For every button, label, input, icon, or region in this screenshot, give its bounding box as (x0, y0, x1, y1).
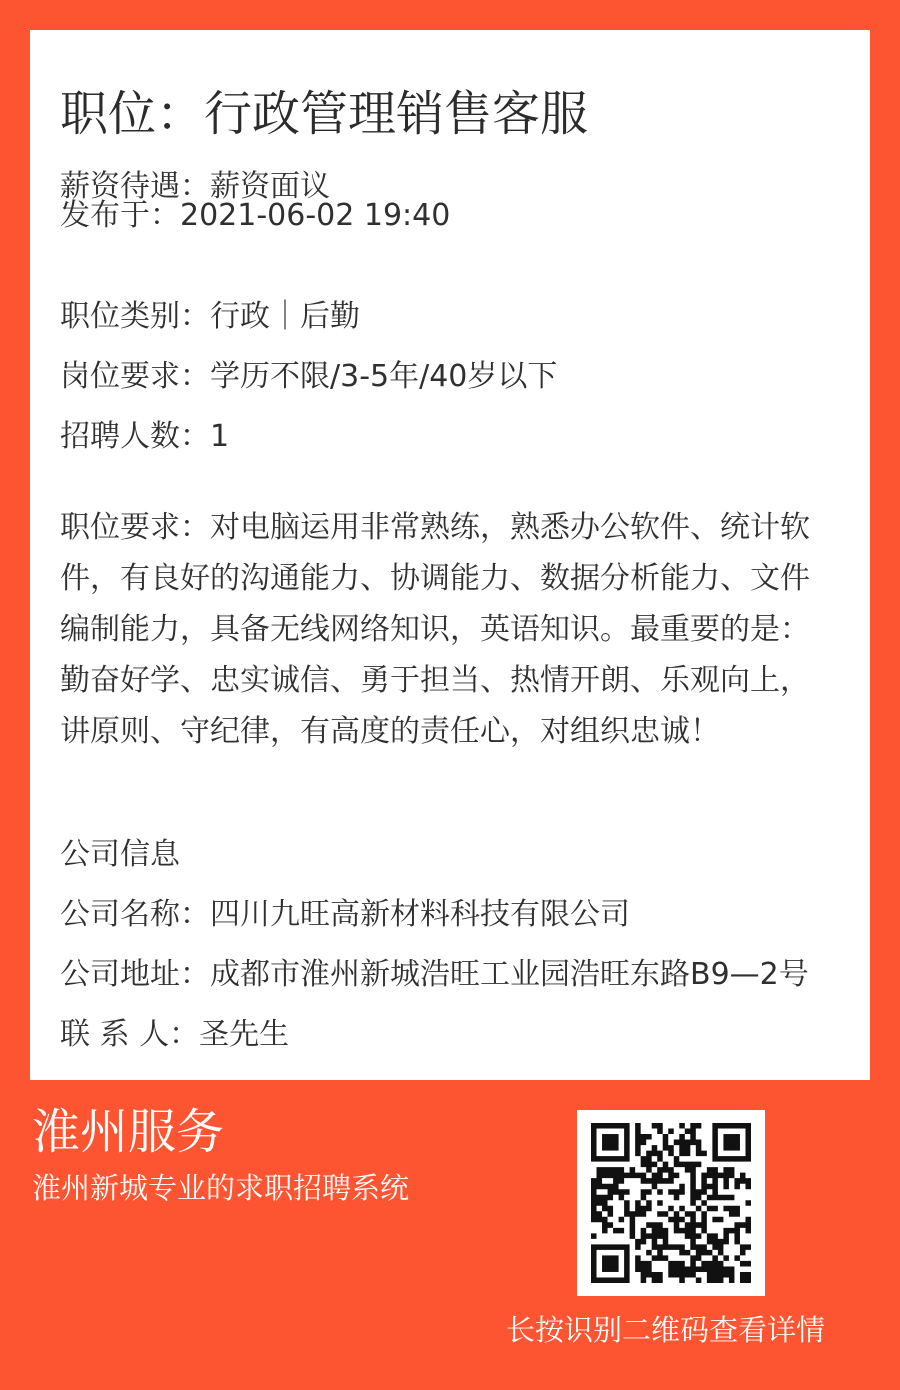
qr-code-icon (591, 1123, 751, 1283)
qr-hint-text: 长按识别二维码查看详情 (506, 1313, 826, 1347)
company-address: 公司地址：成都市淮州新城浩旺工业园浩旺东路B9—2号 (60, 957, 809, 992)
brand-title: 淮州服务 (32, 1104, 225, 1160)
published-time: 发布于：2021-06-02 19:40 (60, 198, 451, 233)
salary-text: 薪资待遇：薪资面议 (60, 169, 330, 204)
job-title: 职位：行政管理销售客服 (60, 86, 589, 142)
company-section-title: 公司信息 (60, 837, 180, 872)
job-card (30, 30, 870, 1080)
contact-person: 联 系 人：圣先生 (60, 1017, 290, 1052)
job-requirements-brief: 岗位要求：学历不限/3-5年/40岁以下 (60, 359, 558, 394)
job-category: 职位类别：行政｜后勤 (60, 299, 360, 334)
qr-code[interactable] (577, 1110, 765, 1296)
company-name: 公司名称：四川九旺高新材料科技有限公司 (60, 897, 630, 932)
job-description: 职位要求：对电脑运用非常熟练，熟悉办公软件、统计软件，有良好的沟通能力、协调能力、数据分析能力、文件编制能力，具备无线网络知识，英语知识。最重要的是：勤奋好学、忠实诚信、勇于担当、热情开朗、乐观向上，讲原则、守纪律，有高度的责任心，对组织忠诚！ (60, 510, 810, 749)
headcount-text: 招聘人数：1 (60, 419, 230, 454)
brand-tagline: 淮州新城专业的求职招聘系统 (32, 1171, 410, 1205)
